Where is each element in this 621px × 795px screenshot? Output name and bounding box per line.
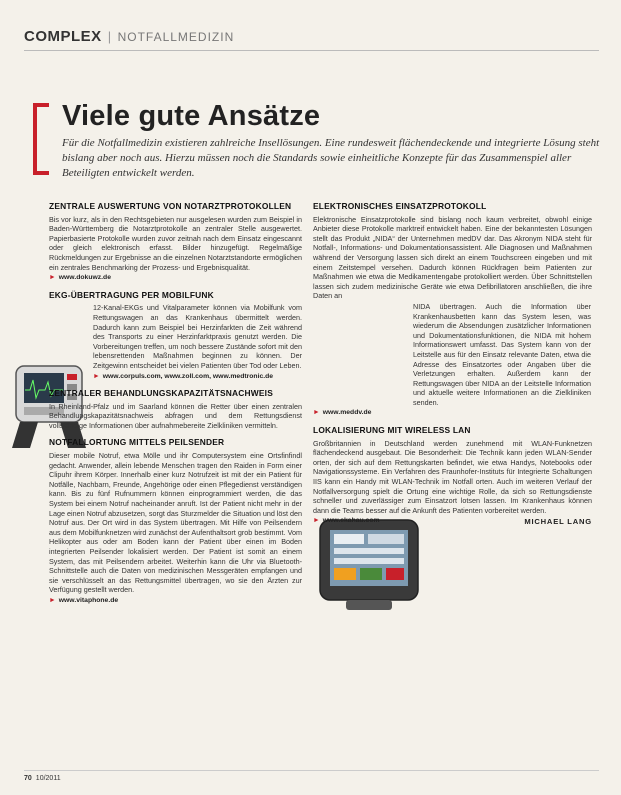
accent-bracket [33,103,49,175]
section-text: Dieser mobile Notruf, etwa Mölle und ihr Computersystem eine Ortsfinfindl gedacht. Anwender, allein lebende Menschen tragen den Raiden in Form einer Clipuhr ihrem Körper. Innerhalb einer kurz Notrufzeit ist mit der ein Patient für Notfälle, Nachbarn, Freunde, Angehörige oder einen Pflegedienst verständigen kann. Bis zu fünf Rufnummern können einprogrammiert werden, die das System bei einem Notruf nacheinander anruft. Ist der Patient nicht mehr in der Lage einen Notruf abzusetzen, sorgt das Sturzmelder die Situation und löst den Notruf aus. Der Ort wird in das System übertragen. Mit Hilfe von Peilsendern aus dem Mobilfunknetzen wird zunächst der Aufenthaltsort grob bestimmt. Vom Helikopter aus oder am Boden kann der Patient über einen im Boden integrierten Peilsender lokalisiert werden. Der Patient ist somit an einem System, das mit Peilsendern arbeitet. Weiterhin kann die Uhr via Bluetooth-Schnittstelle auch die Daten von medizinischen Messgeräten empfangen und sie verschlüsselt an das Rettungsmittel übertragen, wo sie den Ärzten zur Verfügung gestellt werden. [49,451,302,595]
section-link[interactable] [313,408,592,418]
section-wlan-lokalisierung [313,426,592,527]
page-number: 70 [24,775,32,782]
link-text[interactable]: www.corpuls.com, www.zoll.com, www.medtronic.de [102,372,274,380]
author-byline: MICHAEL LANG [524,517,592,526]
section-text: Großbritannien in Deutschland werden zunehmend mit WLAN-Funknetzen flächendeckend ausgebaut. Die Besonderheit: Die Technik kann jeden WLAN-Sender orten, der sich auf dem Rettungskarten befindet, wie etwa Handys, Notebooks oder Navigationssysteme. Ein Verfahren des Fraunhofer-Instituts für Integrierte Schaltungen IIS kann ein Handy mit WLAN-Technik im Notfall orten. Auch im weiteren Verlauf der Notfallversorgung spielt die Ortung eine wichtige Rolle, da sich so Rettungsdienste schneller und zuverlässiger zum Einsatzort lotsen lassen. Im Krankenhaus können dann die Teams besser auf die Ankunft des Patienten vorbereitet werden. [313,438,592,515]
right-column [313,202,592,535]
article-lead: Für die Notfallmedizin existieren zahlreiche Insellösungen. Eine rundesweit flächendeckende und integrierte Lösung steht bislang aber noch aus. Hierzu müssen noch die Standards sowie einheitliche Konzepte für das Zusammenspiel aller Beteiligten entwickelt werden. [62,137,600,179]
section-zentrale-auswertung [49,202,302,283]
arrow-right-icon: ► [49,274,56,282]
section-title: ZENTRALE AUSWERTUNG VON NOTARZTPROTOKOLLEN [49,201,292,211]
page-header [24,28,234,45]
section-text-b: NIDA übertragen. Auch die Information über Krankenhausbetten kann das System lesen, was wiederum die Absendungen zusätzlicher Informationen und Dokumentationsfunktionen, die NIDA mit hohem Informationswert umfasst. Das System kann von der Leitstelle aus für den Einsatz relevante Daten, etwa die Adresse des Einsatzortes oder Angaben über die Verletzungen erhalten. Außerdem kann der Rettungswagen über NIDA an der Leitstelle Information und aktuelle weitere Informationen an die Zielkliniken senden. [413,301,591,407]
left-column [49,202,302,614]
section-notfallortung [49,438,302,605]
section-link[interactable] [49,596,302,606]
link-text[interactable]: www.dokuwz.de [58,274,111,282]
section-text: Bis vor kurz, als in den Rechtsgebieten nur ausgelesen wurden zum Beispiel in Baden-Württemberg die Notarztprotokolle an zentraler Stelle ausgewertet. Papierbasierte Protokolle wurden zuvor zeitnah nach dem Einsatz eingescannt oder gleich elektronisch erfasst. Bilder hinzugefügt. Regelmäßige Rückmeldungen zur Ergebnisse an die einzelnen Notarztstandorte ermöglichen ein zentrales Benchmarking der Prozess- und Ergebnisqualität. [49,214,302,272]
link-text[interactable]: www.vitaphone.de [58,596,119,604]
brand-label: COMPLEX [24,28,102,45]
publication-issue: 10/2011 [35,775,61,782]
header-separator: | [107,29,112,44]
link-text[interactable]: www.ekahau.com [322,517,380,525]
header-divider [24,50,599,51]
section-link[interactable] [49,273,302,283]
section-link[interactable] [49,372,302,382]
footer-divider [24,770,599,771]
section-behandlungskapazitaet [49,389,302,430]
arrow-right-icon: ► [313,409,320,417]
arrow-right-icon: ► [49,596,56,604]
arrow-right-icon: ► [313,517,320,525]
section-text-a: Elektronische Einsatzprotokolle sind bislang noch kaum verbreitet, obwohl einige Anbieter diese Protokolle marktreif entwickelt haben. Eine der bekanntesten Lösungen stellt das Produkt „NIDA“ der Unternehmen medDV dar. Das Akronym NIDA steht für Notfall-, Informations- und Dokumentationsassistent. Alle Diagnosen und Maßnahmen während der Versorgung lassen sich direkt an einem Touchscreen eingeben und mit einem Zeitstempel versehen. Dadurch können Rückfragen beim Patienten zur Maßnahmen wie etwa die Medikamentengabe protokolliert werden. Über Schnittstellen lassen sich zudem medizinische Geräte wie etwa Defibrillatoren anschließen, die ihre Daten an [313,214,592,301]
section-title: NOTFALLORTUNG MITTELS PEILSENDER [49,437,225,448]
section-title: EKG-ÜBERTRAGUNG PER MOBILFUNK [49,289,214,300]
section-ekg-uebertragung [49,291,302,381]
section-title: LOKALISIERUNG MIT WIRELESS LAN [313,425,471,436]
link-text[interactable]: www.meddv.de [322,409,372,417]
section-text: In Rheinland-Pfalz und im Saarland können die Retter über einen zentralen Behandlungskapazitätsnachweis abfragen und dem Rettungsdienst vollständige Informationen über aufnahmebereite Zielkliniken vermitteln. [49,401,302,430]
section-title: ZENTRALER BEHANDLUNGSKAPAZITÄTSNACHWEIS [49,388,273,399]
section-text: 12-Kanal-EKGs und Vitalparameter können via Mobilfunk vom Rettungswagen an das Krankenhaus übermittelt werden. Dadurch kann zum Beispiel bei Herzinfarkten die Zeit während des Transports zu einer Herzinfarktpraxis genutzt werden. Die Vorbereitungen treffen, um noch bessere Zustände sofort mit den lebensrettenden Maßnahmen beginnen zu können. Der Zeitgewinn entscheidet bei vielen Patienten über Tod oder Leben. [93,303,302,370]
arrow-right-icon: ► [93,372,100,380]
section-title: ELEKTRONISCHES EINSATZPROTOKOLL [313,201,487,211]
page-footer [24,775,61,782]
article-headline: Viele gute Ansätze [62,100,321,132]
section-einsatzprotokoll [313,202,592,418]
section-label: NOTFALLMEDIZIN [117,30,235,44]
